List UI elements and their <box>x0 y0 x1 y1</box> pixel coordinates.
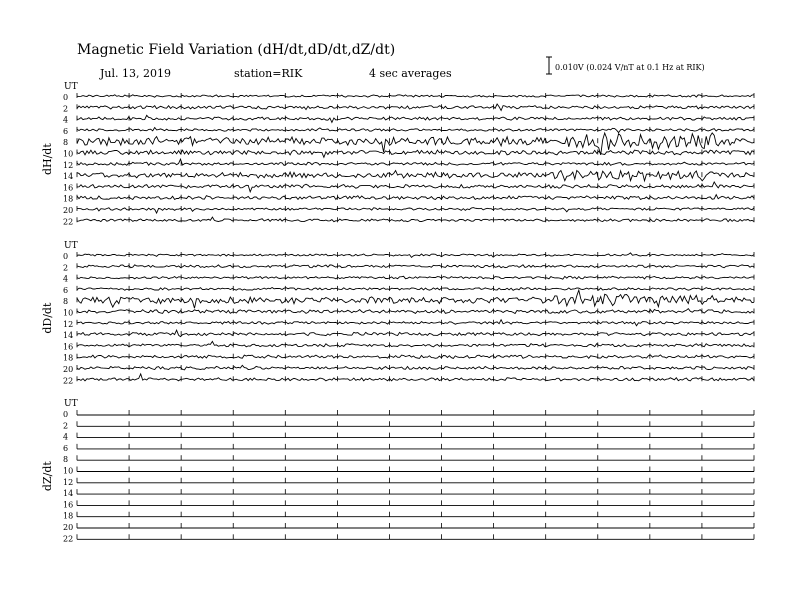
row-label: 22 <box>63 217 74 227</box>
ut-label: UT <box>64 82 78 92</box>
trace-line <box>77 95 754 97</box>
row-label: 16 <box>63 342 74 352</box>
row-label: 20 <box>63 523 74 532</box>
row-label: 12 <box>63 477 74 487</box>
panel-dh-dt <box>41 82 754 226</box>
trace-line <box>77 217 754 222</box>
row-label: 6 <box>63 126 69 136</box>
panels <box>41 82 754 543</box>
trace-line <box>77 115 754 122</box>
trace-line <box>77 341 754 347</box>
row-label: 6 <box>63 443 69 453</box>
trace-line <box>77 195 754 200</box>
row-label: 4 <box>63 115 69 125</box>
panel-dz-dt <box>41 399 754 543</box>
ut-label: UT <box>64 399 78 409</box>
row-label: 8 <box>63 138 69 148</box>
trace-line <box>77 208 754 214</box>
trace-line <box>77 365 754 370</box>
row-label: 0 <box>63 252 69 261</box>
row-label: 0 <box>63 410 69 419</box>
row-label: 10 <box>63 308 74 318</box>
row-label: 12 <box>63 160 74 170</box>
ut-label: UT <box>64 241 78 251</box>
row-label: 8 <box>63 455 69 465</box>
row-label: 16 <box>63 500 74 510</box>
trace-line <box>77 104 754 111</box>
trace-line <box>77 276 754 279</box>
station-label: station=RIK <box>234 67 303 80</box>
panel-ylabel: dH/dt <box>41 143 54 176</box>
row-label: 12 <box>63 319 74 329</box>
row-label: 22 <box>63 534 74 544</box>
date-label: Jul. 13, 2019 <box>100 67 171 80</box>
trace-line <box>77 320 754 326</box>
trace-line <box>77 374 754 381</box>
row-label: 20 <box>63 206 74 215</box>
row-label: 10 <box>63 466 74 476</box>
row-label: 10 <box>63 149 74 159</box>
row-label: 22 <box>63 376 74 386</box>
row-label: 2 <box>63 263 69 273</box>
row-label: 4 <box>63 432 69 442</box>
trace-line <box>77 253 754 258</box>
row-label: 6 <box>63 285 69 295</box>
row-label: 18 <box>63 511 74 521</box>
trace-line <box>77 182 754 192</box>
scale-bar-label: 0.010V (0.024 V/nT at 0.1 Hz at RIK) <box>555 63 705 72</box>
row-label: 18 <box>63 353 74 363</box>
trace-line <box>77 288 754 291</box>
trace-line <box>77 265 754 268</box>
row-label: 18 <box>63 194 74 204</box>
row-label: 8 <box>63 297 69 307</box>
row-label: 2 <box>63 104 69 114</box>
row-label: 14 <box>63 489 74 499</box>
row-label: 2 <box>63 421 69 431</box>
panel-dd-dt <box>41 241 754 385</box>
panel-ylabel: dD/dt <box>41 302 54 334</box>
trace-line <box>77 290 754 308</box>
chart-title: Magnetic Field Variation (dH/dt,dD/dt,dZ/dt) <box>77 42 396 58</box>
trace-line <box>77 330 754 337</box>
trace-line <box>77 171 754 181</box>
trace-line <box>77 150 754 157</box>
row-label: 14 <box>63 331 74 341</box>
row-label: 20 <box>63 365 74 374</box>
averaging-label: 4 sec averages <box>369 67 452 80</box>
row-label: 14 <box>63 172 74 182</box>
trace-line <box>77 355 754 359</box>
scale-bar <box>546 57 705 74</box>
panel-ylabel: dZ/dt <box>41 461 54 492</box>
row-label: 0 <box>63 93 69 102</box>
trace-line <box>77 309 754 314</box>
trace-line <box>77 159 754 165</box>
row-label: 4 <box>63 274 69 284</box>
row-label: 16 <box>63 183 74 193</box>
trace-line <box>77 128 754 133</box>
